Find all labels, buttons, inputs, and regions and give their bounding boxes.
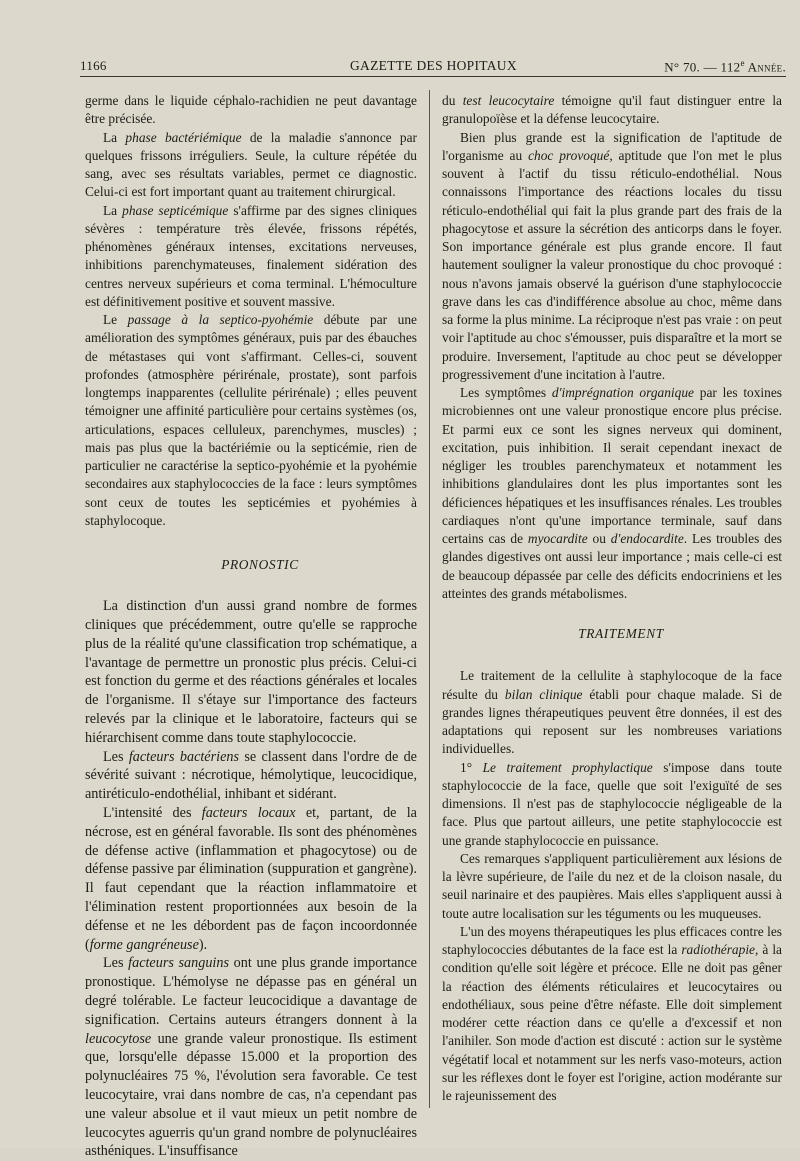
paragraph: Les symptômes d'imprégnation organique par les toxines microbiennes ont une valeur pronostique encore plus précise. Et parmi eux ce sont les signes nerveux qui dominent, excitation, puis inhibition. Il serait cependant inexact de négliger les troubles parenchymateux et notamment les inhibitions glandulaires dont les plus importantes sont les déficiences hépatiques et les insuffisances rénales. Les troubles cardiaques n'ont qu'une importance terminale, sauf dans certains cas de myocardite ou d'endocardite. Les troubles des glandes digestives ont aussi leur importance ; mais celle-ci est de beaucoup dépassée par celle des déficits endocriniens et les atteintes des grands métabolismes. [442,385,783,601]
paragraph: Bien plus grande est la signification de l'aptitude de l'organisme au choc provoqué, aptitude que l'on met le plus souvent à l'actif du tissu réticulo-endothélial. Nous connaissons l'importance des réactions locales du tissu réticulo-endothélial qui fait la plus grande part des frais de la phagocytose et assure la sécrétion des anticorps dans le foyer. Son importance générale est plus grande encore. Il faut hautement souligner la valeur pronostique du choc provoqué : nous n'avons jamais observé la guérison d'une staphylococcie grave dans les cas d'indifférence absolue au choc, même dans sa forme la plus minime. La réciproque n'est pas vraie : on peut voir l'aptitude au choc s'émousser, puis disparaître et la mort se produire. Inversement, l'aptitude au choc peut se développer progressivement d'une incitation à l'autre. [442,129,782,382]
paragraph: La distinction d'un aussi grand nombre de formes cliniques que précédemment, outre qu'elle se rapproche plus de la réalité qu'une classification trop schématique, a l'avantage de permettre un pronostic plus précis. Celui-ci est fonction du germe et des réactions générales et locales de l'organisme. Il s'étaye sur l'importance des facteurs relevés par la clinique et le laboratoire, facteurs qui se hiérarchisent comme dans toute staphylococcie. [85,598,417,746]
paragraph: Le traitement de la cellulite à staphylocoque de la face résulte du bilan clinique établi pour chaque malade. Si de grandes lignes thérapeutiques peuvent être données, il est des adaptations qui reposent sur les nombreuses variations individuelles. [442,668,783,757]
section-heading-pronostic: PRONOSTIC [221,557,299,572]
page-number: 1166 [80,58,107,73]
paragraph: La phase bactériémique de la maladie s'annonce par quelques frissons irréguliers. Seule, la culture répétée du sang, avec ses résultats variables, permet ce diagnostic. Celui-ci est fort important quant au traitement chirurgical. [85,129,417,200]
page-header [80,58,786,76]
paragraph: du test leucocytaire témoigne qu'il faut distinguer entre la granulopoïèse et la défense leucocytaire. [442,93,782,127]
paragraph: Les facteurs bactériens se classent dans l'ordre de de sévérité suivant : nécrotique, hémolytique, leucocidique, antiréticulo-endothélial, inhibant et sidérant. [85,748,417,803]
right-column [442,92,782,1105]
paragraph: Ces remarques s'appliquent particulièrement aux lésions de la lèvre supérieure, de l'aile du nez et de la cloison nasale, du seuil narinaire et des paupières. Mais elles s'appliquent aussi à toute autre localisation sur les téguments ou les muqueuses. [442,850,782,921]
pronostic-body [85,597,417,1161]
header-rule [80,76,786,77]
paragraph: 1° Le traitement prophylactique s'impose dans toute staphylococcie de la face, quelle que soit l'exiguïté de ses dimensions. Il n'est pas de staphylococcie négligeable de la face. Plus que partout ailleurs, une petite staphylococcie est une grande staphylococcie en puissance. [442,759,782,848]
left-column [85,92,417,1161]
column-divider [429,90,430,1108]
issue-number: N° 70. — 112 [664,59,741,75]
paragraph: germe dans le liquide céphalo-rachidien ne peut davantage être précisée. [85,93,417,127]
journal-title: GAZETTE DES HOPITAUX [350,58,517,73]
paragraph: Les facteurs sanguins ont une plus grande importance pronostique. L'hémolyse ne dépasse pas en général un degré tolérable. Le facteur leucocidique a davantage de signification. Certains auteurs étrangers donnent à la leucocytose une grande valeur pronostique. Ils estiment que, lorsqu'elle dépasse 15.000 et la proportion des polynucléaires 75 %, l'évolution sera favorable. Ce test leucocytaire, vrai dans nombre de cas, n'a cependant pas une valeur absolue et il vaut mieux un petit nombre de leucocytes aguerris qu'un grand nombre de polynucléaires asthéniques. L'insuffisance [85,955,417,1160]
issue-info [664,58,786,75]
paragraph: L'un des moyens thérapeutiques les plus efficaces contre les staphylococcies débutantes de la face est la radiothérapie, à la condition qu'elle soit légère et précoce. Elle ne doit pas gêner la réaction des éléments réticulaires et leucocytaires ou endothéliaux, sous peine d'être néfaste. Elle doit simplement modérer cette réaction dans ce qu'elle a d'excessif et non l'anihiler. Son mode d'action est discuté : action sur le système végétatif local et notamment sur les nerfs vaso-moteurs, action sur les réflexes dont le foyer est l'origine, action modérante sur le rajeunissement des [442,923,783,1103]
paragraph: La phase septicémique s'affirme par des signes cliniques sévères : température très élevée, frissons répétés, phénomènes généraux intenses, excitations nerveuses, inhibitions parenchymateuses, finalement sidération des centres nerveux supérieurs et coma terminal. L'hémoculture est définitivement positive et souvent massive. [85,202,417,309]
paragraph: L'intensité des facteurs locaux et, partant, de la nécrose, est en général favorable. Ils sont des phénomènes de défense active (inflammation et phagocytose) ou de défense passive par élimination (suppuration et gangrène). Il faut cependant que la réaction inflammatoire et l'élimination restent proportionnées aux besoin de la défense et ne les débordent pas de façon incoordonnée (forme gangréneuse). [85,805,417,953]
issue-year-label: Année. [744,59,786,75]
section-heading-traitement: TRAITEMENT [578,626,664,641]
paragraph: Le passage à la septico-pyohémie débute par une amélioration des symptômes généraux, puis par des ébauches de métastases qui vont s'affirmant. Celles-ci, souvent profondes (atmosphère périrénale, prostate), sont parfois longtemps inapparentes (cellulite périrénale) ; elles peuvent témoigner une affinité particulière pour certains systèmes (os, articulations, espaces celluleux, parenchymes, muscles) ; mais pas plus que la bactériémie ou la septicémie, rien de particulier ne caractérise la septico-pyohémie et la pyohémie secondaires aux staphylococcies de la face : leurs symptômes sont ceux de toutes les septicémies et pyohémies à staphylocoque. [85,312,417,528]
issue-superscript: e [740,58,745,68]
